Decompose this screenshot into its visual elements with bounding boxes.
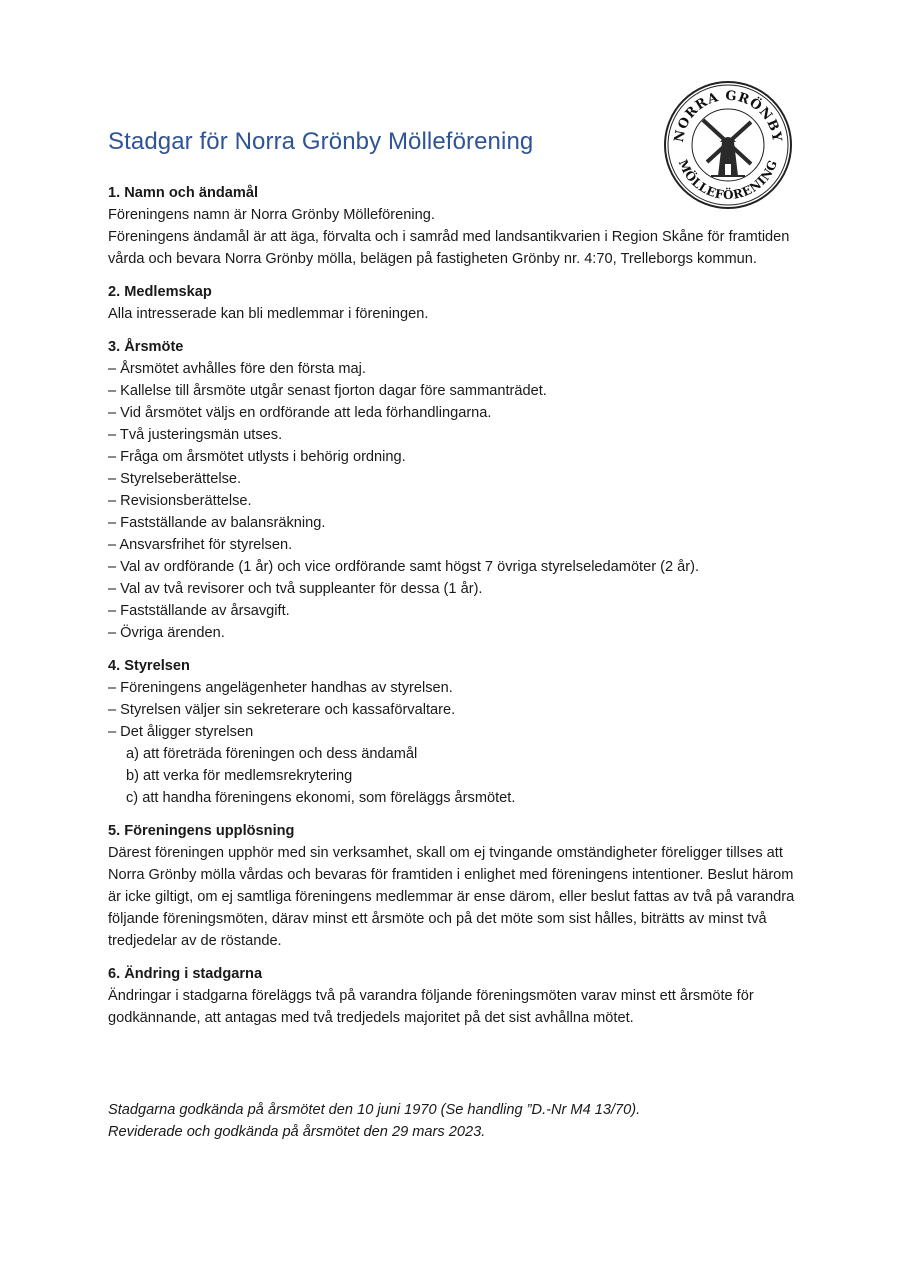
- section-heading: 6. Ändring i stadgarna: [108, 966, 263, 982]
- list-item: – Två justeringsmän utses.: [108, 427, 283, 443]
- section-heading: 2. Medlemskap: [108, 284, 212, 300]
- section-board: [108, 655, 808, 809]
- list-item: – Val av två revisorer och två suppleanter för dessa (1 år).: [108, 581, 483, 597]
- section-amendments: [108, 963, 808, 1029]
- section-membership: [108, 281, 808, 325]
- paragraph: Föreningens ändamål är att äga, förvalta och i samråd med landsantikvarien i Region Skåne för framtiden vårda och bevara Norra Grönby mölla, belägen på fastigheten Grönby nr. 4:70, Trelleborgs kommun.: [108, 229, 790, 267]
- list-item: – Övriga ärenden.: [108, 625, 225, 641]
- sub-list-item: a) att företräda föreningen och dess ändamål: [126, 746, 418, 762]
- list-item: – Fråga om årsmötet utlysts i behörig ordning.: [108, 449, 406, 465]
- sub-list-item: c) att handha föreningens ekonomi, som föreläggs årsmötet.: [126, 790, 516, 806]
- statutes-body: [108, 182, 808, 1040]
- list-item: – Fastställande av balansräkning.: [108, 515, 326, 531]
- section-heading: 1. Namn och ändamål: [108, 185, 259, 201]
- section-name-and-purpose: [108, 182, 808, 270]
- revision-line: Reviderade och godkända på årsmötet den 29 mars 2023.: [108, 1124, 486, 1140]
- section-annual-meeting: [108, 336, 808, 644]
- section-heading: 4. Styrelsen: [108, 658, 190, 674]
- list-item: – Styrelseberättelse.: [108, 471, 242, 487]
- list-item: – Val av ordförande (1 år) och vice ordförande samt högst 7 övriga styrelseledamöter (2 år).: [108, 559, 700, 575]
- paragraph: Ändringar i stadgarna föreläggs två på varandra följande föreningsmöten varav minst ett årsmöte för godkännande, att antagas med två tredjedels majoritet på det sist avhållna mötet.: [108, 988, 754, 1026]
- logo-text-top: NORRA GRÖNBY: [671, 88, 785, 144]
- page-title: Stadgar för Norra Grönby Mölleförening: [108, 128, 534, 155]
- paragraph: Föreningens namn är Norra Grönby Mölleförening.: [108, 207, 435, 223]
- list-item: – Styrelsen väljer sin sekreterare och kassaförvaltare.: [108, 702, 456, 718]
- sub-list-item: b) att verka för medlemsrekrytering: [126, 768, 353, 784]
- section-heading: 5. Föreningens upplösning: [108, 823, 295, 839]
- list-item: – Ansvarsfrihet för styrelsen.: [108, 537, 293, 553]
- section-dissolution: [108, 820, 808, 952]
- list-item: – Vid årsmötet väljs en ordförande att leda förhandlingarna.: [108, 405, 492, 421]
- list-item: – Revisionsberättelse.: [108, 493, 252, 509]
- logo-text-bottom: MÖLLEFÖRENING: [675, 157, 781, 203]
- list-item: – Det åligger styrelsen: [108, 724, 254, 740]
- section-heading: 3. Årsmöte: [108, 339, 184, 355]
- paragraph: Alla intresserade kan bli medlemmar i föreningen.: [108, 306, 429, 322]
- approval-note: [108, 1099, 808, 1143]
- list-item: – Föreningens angelägenheter handhas av styrelsen.: [108, 680, 453, 696]
- list-item: – Fastställande av årsavgift.: [108, 603, 290, 619]
- paragraph: Därest föreningen upphör med sin verksamhet, skall om ej tvingande omständigheter föreligger tillses att Norra Grönby mölla vårdas och bevaras för framtiden i enlighet med föreningens intentioner. Beslut härom är icke giltigt, om ej samtliga föreningens medlemmar är ense därom, eller beslut fattas av två på varandra följande föreningsmöten, därav minst ett årsmöte och på det möte som sist hålles, biträtts av minst två tredjedelar av de röstande.: [108, 845, 795, 949]
- list-item: – Årsmötet avhålles före den första maj.: [108, 361, 366, 377]
- approval-line: Stadgarna godkända på årsmötet den 10 juni 1970 (Se handling ”D.-Nr M4 13/70).: [108, 1102, 641, 1118]
- list-item: – Kallelse till årsmöte utgår senast fjorton dagar före sammanträdet.: [108, 383, 547, 399]
